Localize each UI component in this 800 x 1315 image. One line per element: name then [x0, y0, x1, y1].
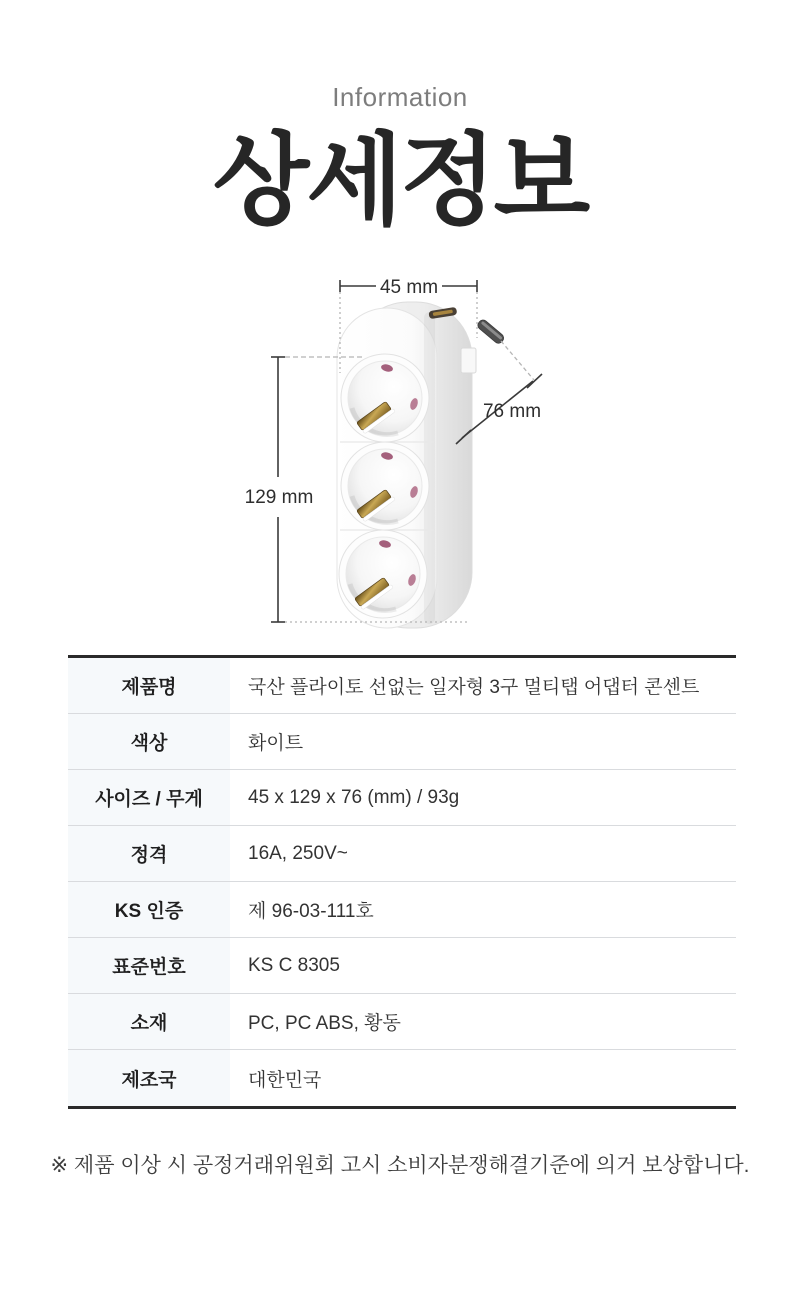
spec-label: 제품명 [68, 658, 230, 713]
table-row [68, 1050, 736, 1106]
table-row [68, 658, 736, 714]
page-title: 상세정보 [212, 125, 588, 237]
socket-2 [341, 442, 429, 530]
spec-label: 색상 [68, 714, 230, 769]
spec-value: 45 x 129 x 76 (mm) / 93g [248, 786, 460, 808]
socket-3 [339, 530, 427, 618]
spec-table [68, 655, 736, 1109]
spec-value: 제 96-03-111호 [248, 901, 374, 922]
compensation-note: ※ 제품 이상 시 공정거래위원회 고시 소비자분쟁해결기준에 의거 보상합니다. [50, 1154, 750, 1177]
spec-value: KS C 8305 [248, 954, 340, 976]
spec-label: 정격 [68, 826, 230, 881]
table-row [68, 882, 736, 938]
spec-label: KS 인증 [68, 882, 230, 937]
socket-1 [341, 354, 429, 442]
table-row [68, 994, 736, 1050]
spec-label: 소재 [68, 994, 230, 1049]
dimension-depth-label: 76 mm [482, 401, 542, 422]
spec-value: PC, PC ABS, 황동 [248, 1013, 401, 1034]
product-dimension-diagram [0, 255, 800, 645]
spec-value: 국산 플라이토 선없는 일자형 3구 멀티탭 어댑터 콘센트 [248, 677, 700, 698]
spec-label: 제조국 [68, 1050, 230, 1106]
section-eyebrow: Information [332, 82, 468, 112]
spec-label: 표준번호 [68, 938, 230, 993]
product-figure [0, 255, 800, 645]
dimension-width-label: 45 mm [379, 277, 439, 298]
spec-value: 16A, 250V~ [248, 842, 348, 864]
table-row [68, 714, 736, 770]
table-row [68, 770, 736, 826]
spec-value: 대한민국 [248, 1069, 322, 1091]
table-row [68, 826, 736, 882]
spec-label: 사이즈 / 무게 [68, 770, 230, 825]
spec-value: 화이트 [248, 733, 304, 754]
ground-clip-tab [461, 348, 476, 373]
table-row [68, 938, 736, 994]
dimension-height-label: 129 mm [244, 487, 314, 508]
